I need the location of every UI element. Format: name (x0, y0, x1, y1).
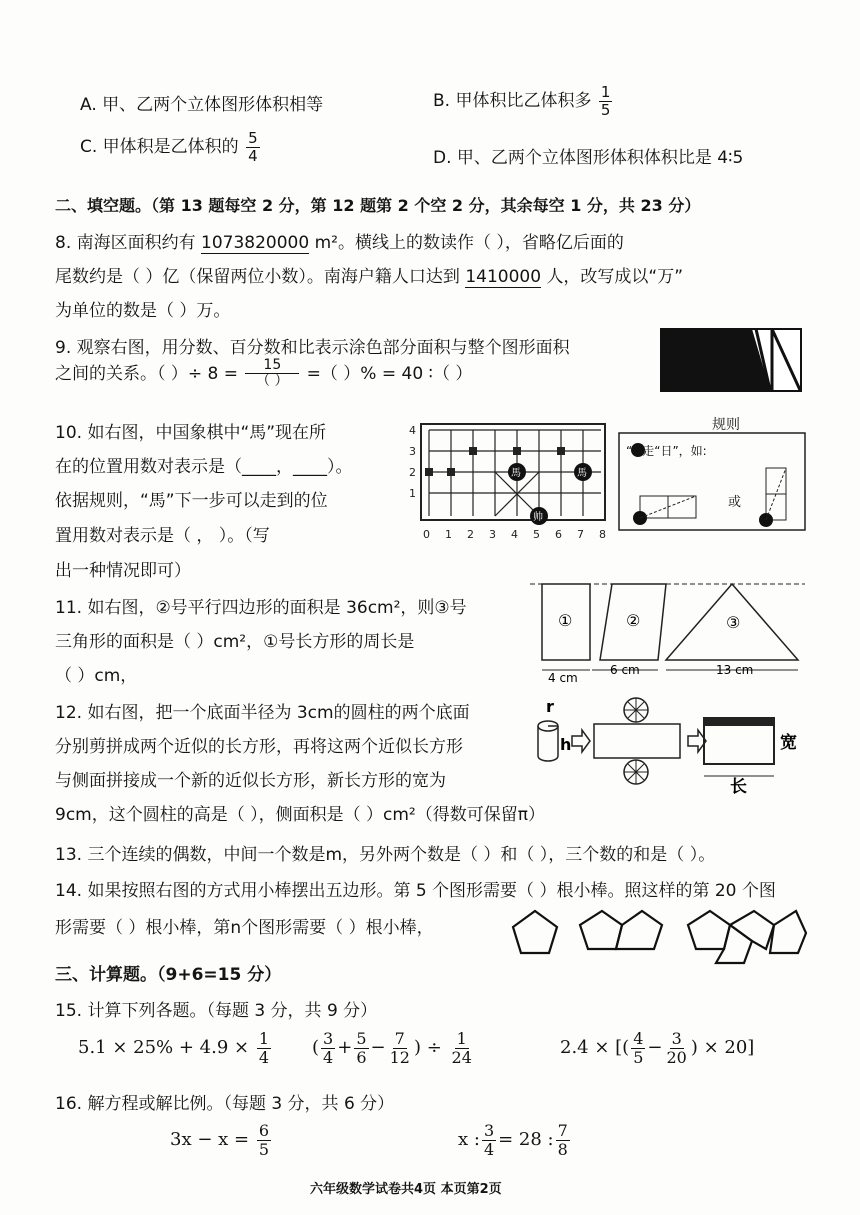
q16-e2-n2: 7 (557, 1121, 568, 1140)
radius-label: r (546, 697, 554, 716)
q16-e1-den: 5 (258, 1139, 270, 1159)
question-12-line-1: 12. 如右图，把一个底面半径为 3cm的圆柱的两个底面 (55, 703, 470, 723)
horse-piece-2-label: 馬 (577, 468, 587, 479)
question-10-line-1: 10. 如右图，中国象棋中“馬”现在所 (55, 423, 327, 443)
q15-e3-minus: − (647, 1037, 663, 1059)
q15-e1-den: 4 (258, 1047, 270, 1067)
q15-e1-num: 1 (258, 1029, 270, 1048)
section-fill-in-heading: 二、填空题。（第 13 题每空 2 分，第 12 题第 2 个空 2 分，其余每空 1 分，共 23 分） (55, 196, 701, 215)
x-tick-8: 8 (599, 528, 606, 541)
x-tick-1: 1 (445, 528, 452, 541)
height-label: h (560, 735, 572, 754)
q15-e1-text: 5.1 × 25% + 4.9 × (78, 1037, 250, 1059)
q8-text-c: 尾数约是（ ）亿（保留两位小数）。南海户籍人口达到 (55, 267, 460, 287)
q15-expr-3 (560, 1030, 754, 1066)
q9-text-b: =（ ）% = 40 ∶（ ） (306, 363, 473, 384)
question-10-line-4: 置用数对表示是（ ， ）。（写 (55, 526, 270, 546)
shape-3-label: ③ (726, 613, 741, 632)
question-8-line-2 (55, 262, 683, 287)
question-10-line-5: 出一种情况即可） (55, 561, 191, 581)
question-8-line-3: 为单位的数是（ ）万。 (55, 301, 231, 321)
question-9-line-1: 9. 观察右图，用分数、百分数和比表示涂色部分面积与整个图形面积 (55, 338, 570, 358)
x-tick-4: 4 (511, 528, 518, 541)
q8-area-number: 1073820000 (201, 233, 310, 253)
cylinder-unfold-figure (532, 694, 808, 794)
q15-e2-n3: 7 (394, 1029, 405, 1048)
q16-expr-2 (458, 1122, 572, 1158)
y-tick-4: 4 (409, 424, 416, 437)
q15-e2-n4: 1 (456, 1029, 467, 1048)
question-12-line-4: 9cm，这个圆柱的高是（ ），侧面积是（ ）cm²（得数可保留π） (55, 805, 545, 825)
q15-e3-n2: 3 (671, 1029, 682, 1048)
shape-3-base: 13 cm (716, 663, 754, 677)
option-b-text: B. 甲体积比乙体积多 (433, 91, 592, 111)
pentagon-pattern-figure (508, 905, 808, 967)
question-10-line-3: 依据规则，“馬”下一步可以走到的位 (55, 491, 328, 511)
question-12-line-3: 与侧面拼接成一个新的近似长方形，新长方形的宽为 (55, 771, 446, 791)
option-d: D. 甲、乙两个立体图形体积体积比是 4∶5 (433, 148, 744, 168)
general-piece-label: 帅 (533, 512, 543, 523)
question-13: 13. 三个连续的偶数，中间一个数是m，另外两个数是（ ）和（ ），三个数的和是（ ）。 (55, 845, 716, 865)
section-calculation-heading: 三、计算题。（9+6=15 分） (55, 965, 282, 985)
q11-shapes-figure (530, 576, 806, 684)
length-label: 长 (730, 777, 747, 794)
q9-frac-den: （ ） (256, 373, 289, 390)
shape-1-label: ① (558, 611, 573, 630)
x-tick-7: 7 (577, 528, 584, 541)
question-11-line-1: 11. 如右图，②号平行四边形的面积是 36cm²，则③号 (55, 598, 467, 618)
q15-e3-d2: 20 (666, 1047, 687, 1067)
shape-2-label: ② (626, 611, 641, 630)
y-tick-1: 1 (409, 487, 416, 500)
option-b-den: 5 (600, 100, 611, 119)
question-8-line-1 (55, 228, 624, 253)
option-a: A. 甲、乙两个立体图形体积相等 (80, 95, 324, 115)
q8-text-d: 人，改写成以“万” (546, 267, 684, 287)
rule-text: “ ”走“日”，如: (626, 444, 707, 458)
q9-shaded-figure (660, 328, 802, 392)
q8-text-b: m²。横线上的数读作（ ），省略亿后面的 (314, 233, 624, 253)
question-14-line-1: 14. 如果按照右图的方式用小棒摆出五边形。第 5 个图形需要（ ）根小棒。照这样的第 20 个图 (55, 881, 776, 901)
q15-expr-1 (78, 1030, 273, 1066)
shape-2-base: 6 cm (610, 663, 640, 677)
rule-title: 规则 (712, 417, 740, 433)
q15-e2-n1: 3 (323, 1029, 334, 1048)
q8-text-a: 8. 南海区面积约有 (55, 233, 196, 253)
q15-e2-div: ) ÷ (413, 1037, 442, 1059)
q15-expr-2 (312, 1030, 476, 1066)
q16-e2-mid: = 28 : (498, 1129, 554, 1151)
question-16-title: 16. 解方程或解比例。（每题 3 分，共 6 分） (55, 1094, 395, 1114)
q15-e2-d3: 12 (389, 1047, 410, 1067)
x-tick-0: 0 (423, 528, 430, 541)
option-c-num: 5 (248, 129, 258, 147)
chess-board-figure (405, 418, 610, 543)
question-15-title: 15. 计算下列各题。（每题 3 分，共 9 分） (55, 1001, 378, 1021)
q8-population-number: 1410000 (465, 267, 542, 287)
q16-e2-d1: 4 (483, 1139, 495, 1159)
q9-frac-num: 15 (245, 358, 299, 374)
q16-expr-1 (170, 1122, 273, 1158)
option-c-den: 4 (248, 146, 258, 165)
x-tick-5: 5 (533, 528, 540, 541)
question-10-line-2: 在的位置用数对表示是（____，____）。 (55, 457, 353, 477)
rule-or: 或 (728, 495, 742, 510)
q15-e3-d1: 5 (633, 1047, 644, 1067)
q15-e3-close: ) × 20] (690, 1037, 755, 1059)
shape-1-width: 4 cm (548, 671, 578, 684)
q15-e3-n1: 4 (633, 1029, 644, 1048)
option-b-num: 1 (600, 83, 611, 101)
option-b (433, 84, 614, 118)
x-tick-2: 2 (467, 528, 474, 541)
option-c (80, 130, 262, 164)
x-tick-6: 6 (555, 528, 562, 541)
q15-e3-open: 2.4 × [( (560, 1037, 630, 1059)
y-tick-3: 3 (409, 445, 416, 458)
question-11-line-3: （ ）cm， (55, 666, 138, 686)
option-c-text: C. 甲体积是乙体积的 (80, 137, 239, 157)
x-tick-3: 3 (489, 528, 496, 541)
question-11-line-2: 三角形的面积是（ ）cm²，①号长方形的周长是 (55, 632, 415, 652)
q15-e2-d4: 24 (451, 1047, 472, 1067)
q15-e2-d2: 6 (356, 1047, 367, 1067)
q16-e1-text: 3x − x = (170, 1129, 250, 1151)
q16-e1-num: 6 (258, 1121, 270, 1140)
question-14-line-2: 形需要（ ）根小棒，第n个图形需要（ ）根小棒， (55, 918, 434, 938)
q15-e2-minus: − (370, 1037, 386, 1059)
question-9-line-2 (55, 358, 472, 390)
page-footer: 六年级数学试卷共4页 本页第2页 (310, 1182, 502, 1197)
horse-piece-label: 馬 (511, 468, 521, 479)
q16-e2-d2: 8 (557, 1139, 568, 1159)
width-label: 宽 (780, 733, 797, 753)
q9-text-a: 之间的关系。（ ）÷ 8 = (55, 363, 239, 384)
q15-e2-open: ( (312, 1037, 320, 1059)
y-tick-2: 2 (409, 466, 416, 479)
q16-e2-n1: 3 (483, 1121, 495, 1140)
rule-figure (618, 432, 806, 532)
question-12-line-2: 分别剪拼成两个近似的长方形，再将这两个近似长方形 (55, 737, 463, 757)
q15-e2-plus: + (337, 1037, 353, 1059)
q15-e2-n2: 5 (356, 1029, 367, 1048)
q16-e2-text: x : (458, 1129, 480, 1151)
q15-e2-d1: 4 (323, 1047, 334, 1067)
